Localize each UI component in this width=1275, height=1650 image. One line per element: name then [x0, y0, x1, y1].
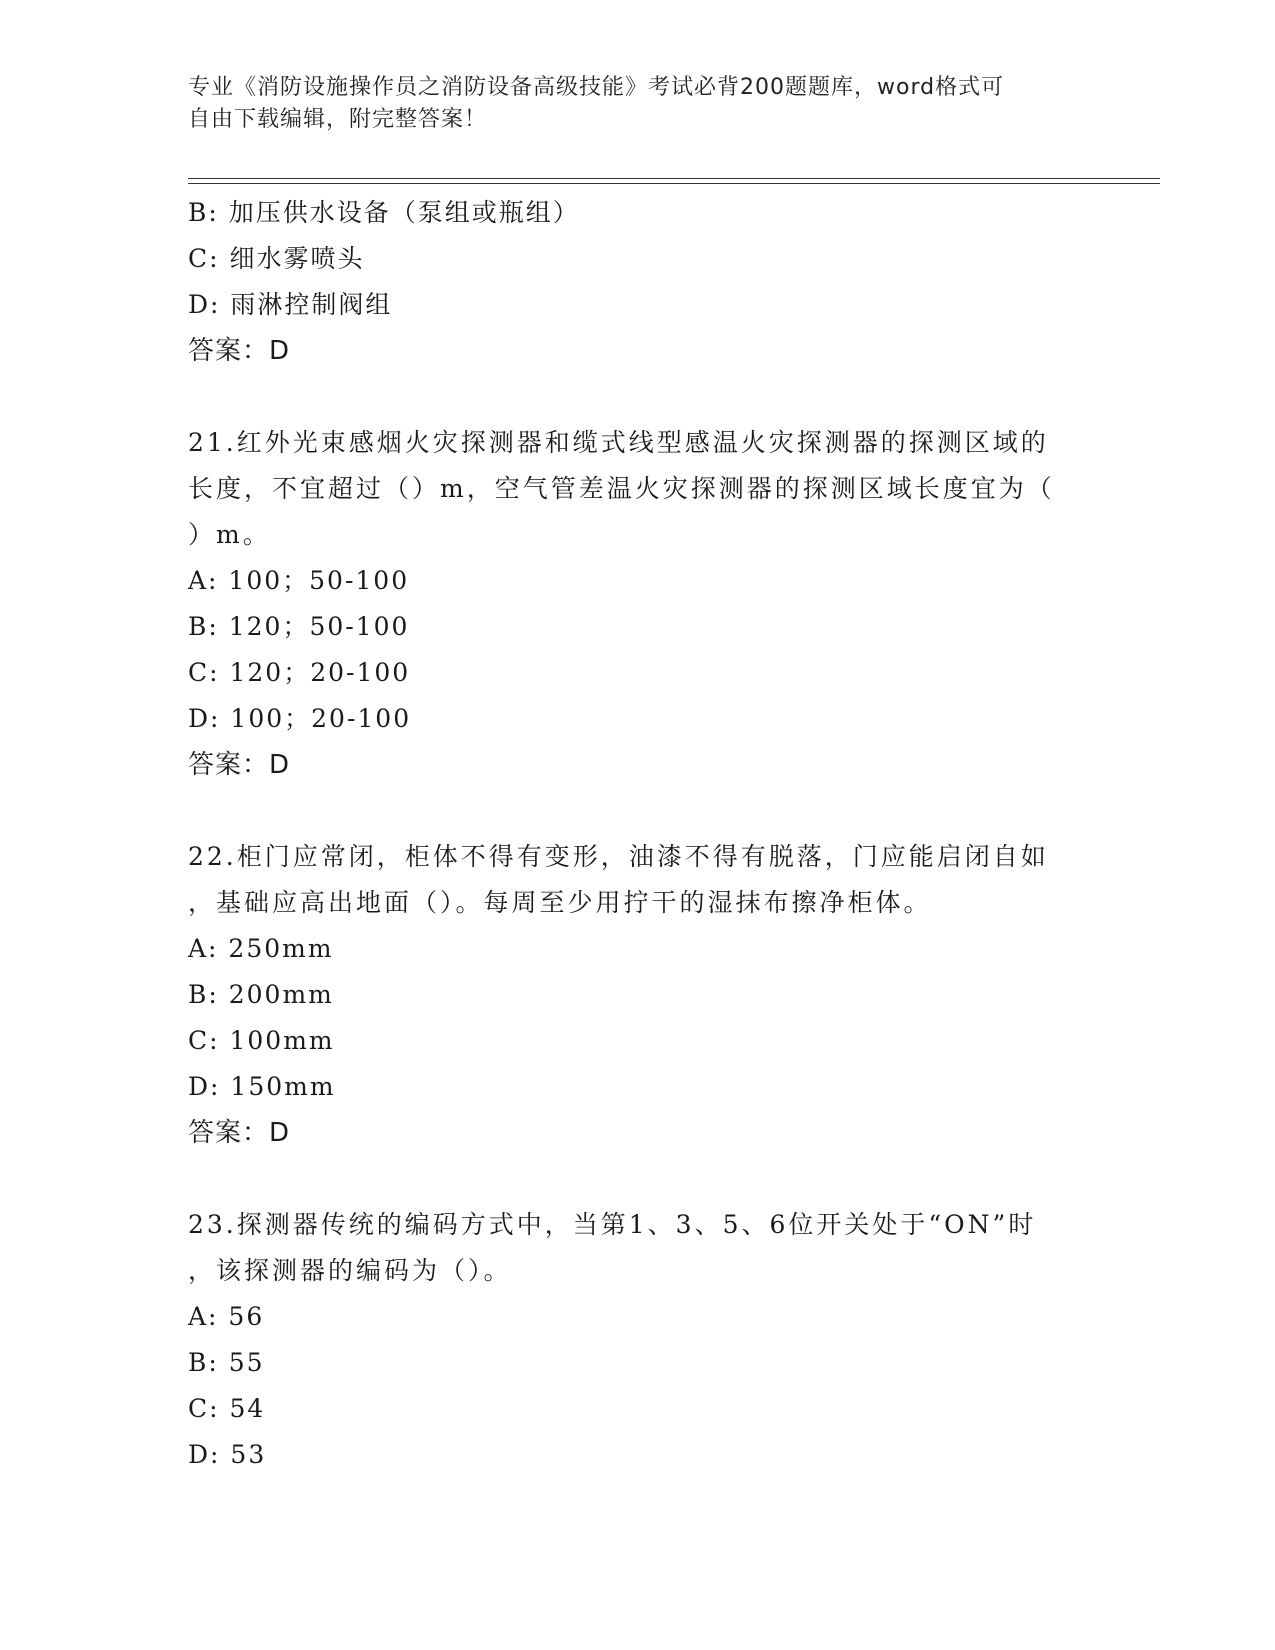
header-line-1: 专业《消防设施操作员之消防设备高级技能》考试必背200题题库，word格式可	[188, 75, 1005, 100]
option-b: B: 加压供水设备（泵组或瓶组）	[188, 198, 580, 227]
option-c: C: 120；20-100	[188, 658, 411, 687]
option-c: C: 100mm	[188, 1026, 335, 1055]
question-stem-line: 23.探测器传统的编码方式中，当第1、3、5、6位开关处于“ON”时	[188, 1210, 1037, 1239]
question-21	[188, 420, 1088, 788]
option-c: C: 细水雾喷头	[188, 244, 365, 273]
answer-line: 答案：D	[188, 750, 291, 780]
option-b: B: 55	[188, 1348, 265, 1377]
question-stem-line: 长度，不宜超过（）m，空气管差温火灾探测器的探测区域长度宜为（	[188, 474, 1055, 503]
header-divider-top	[188, 178, 1160, 179]
question-stem-line: 21.红外光束感烟火灾探测器和缆式线型感温火灾探测器的探测区域的	[188, 428, 1049, 457]
option-d: D: 53	[188, 1440, 267, 1469]
option-d: D: 100；20-100	[188, 704, 412, 733]
question-stem-line: ，该探测器的编码为（）。	[188, 1256, 512, 1285]
question-stem-line: ）m。	[188, 520, 271, 549]
question-23	[188, 1202, 1088, 1478]
page-header	[188, 72, 1068, 136]
option-b: B: 200mm	[188, 980, 334, 1009]
question-22	[188, 834, 1088, 1156]
option-a: A: 250mm	[188, 934, 334, 963]
option-a: A: 56	[188, 1302, 265, 1331]
question-stem-line: 22.柜门应常闭，柜体不得有变形，油漆不得有脱落，门应能启闭自如	[188, 842, 1049, 871]
header-divider-bottom	[188, 183, 1160, 184]
option-b: B: 120；50-100	[188, 612, 410, 641]
option-d: D: 雨淋控制阀组	[188, 290, 393, 319]
option-c: C: 54	[188, 1394, 266, 1423]
answer-line: 答案：D	[188, 1118, 291, 1148]
answer-line: 答案：D	[188, 336, 291, 366]
option-a: A: 100；50-100	[188, 566, 410, 595]
continued-question	[188, 190, 1088, 374]
document-body	[188, 190, 1088, 1478]
option-d: D: 150mm	[188, 1072, 336, 1101]
question-stem-line: ，基础应高出地面（）。每周至少用拧干的湿抹布擦净柜体。	[188, 888, 932, 917]
header-line-2: 自由下载编辑，附完整答案！	[188, 107, 488, 132]
